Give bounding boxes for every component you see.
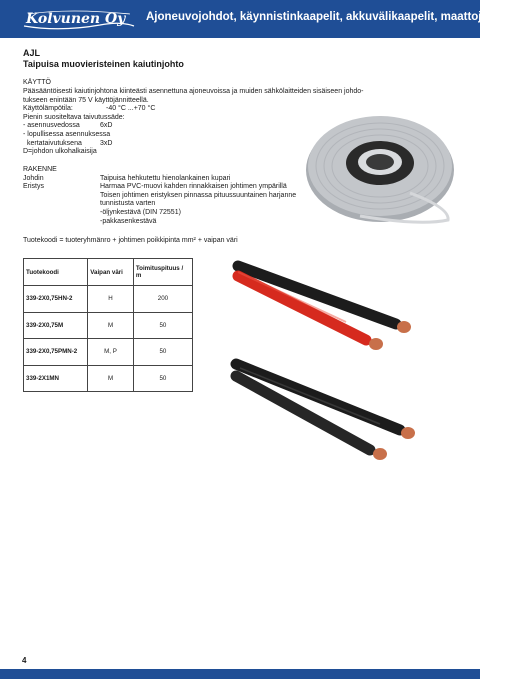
logo-text: Kolvunen Oy <box>26 11 126 27</box>
product-code-note: Tuotekoodi = tuoteryhmänro + johtimen poikkipinta mm² + vaipan väri <box>23 237 238 244</box>
company-logo <box>20 6 138 32</box>
cell-code: 339-2X0,75HN-2 <box>24 286 88 313</box>
table-row <box>24 365 193 392</box>
header-title: Ajoneuvojohdot, käynnistinkaapelit, akkuvälikaapelit, maattojohdot <box>146 11 513 23</box>
product-title: Taipuisa muovieristeinen kaiutinjohto <box>23 59 184 69</box>
insulation-line4: -öljynkestävä (DIN 72551) <box>100 209 181 216</box>
cell-code: 339-2X0,75PMN-2 <box>24 339 88 366</box>
conductor-value: Taipuisa hehkutettu hienolankainen kupari <box>100 174 231 182</box>
single-bend-label: kertataivutuksena <box>27 139 82 147</box>
cell-color: H <box>88 286 134 313</box>
conductor-label: Johdin <box>23 174 44 182</box>
bend-radius-label: Pienin suositeltava taivutussäde: <box>23 113 125 121</box>
cell-length: 50 <box>133 312 192 339</box>
cell-color: M <box>88 312 134 339</box>
col-header-length: Toimituspituus / m <box>133 259 192 286</box>
page-header <box>0 0 513 38</box>
insulation-line1: Harmaa PVC-muovi kahden rinnakkaisen johtimen ympärillä <box>100 183 287 191</box>
cell-code: 339-2X0,75M <box>24 312 88 339</box>
install-pull-value: 6xD <box>100 122 113 130</box>
black-cable-image <box>230 360 430 470</box>
temperature-value: -40 °C ...+70 °C <box>106 105 156 113</box>
cable-spool-image <box>300 108 460 228</box>
install-pull-label: - asennusvedossa <box>23 122 80 130</box>
col-header-code: Tuotekoodi <box>24 259 88 286</box>
cell-code: 339-2X1MN <box>24 365 88 392</box>
table-header-row <box>24 259 193 286</box>
final-install-label: - lopullisessa asennuksessa <box>23 131 111 138</box>
cell-length: 50 <box>133 365 192 392</box>
usage-text-line2: tukseen enintään 75 V käyttöjännitteellä. <box>23 96 149 104</box>
insulation-line2: Toisen johtimen eristyksen pinnassa pituussuuntainen harjanne <box>100 191 297 199</box>
page-footer-bar <box>0 669 480 679</box>
insulation-line3: tunnistusta varten <box>100 200 156 208</box>
insulation-label: Eristys <box>23 183 44 191</box>
single-bend-value: 3xD <box>100 139 113 147</box>
cell-length: 200 <box>133 286 192 313</box>
product-table <box>23 258 193 392</box>
cell-length: 50 <box>133 339 192 366</box>
cell-color: M, P <box>88 339 134 366</box>
table-row <box>24 286 193 313</box>
diameter-note: D=johdon ulkohalkaisija <box>23 148 97 156</box>
table-row <box>24 312 193 339</box>
insulation-line5: -pakkasenkestävä <box>100 217 157 225</box>
col-header-color: Vaipan väri <box>88 259 134 286</box>
cell-color: M <box>88 365 134 392</box>
usage-text-line1: Pääsääntöisesti kaiutinjohtona kiinteästi asennettuna ajoneuvoissa ja muiden sähkölaitteiden sisäiseen johdo- <box>23 88 364 95</box>
section-heading-rakenne: RAKENNE <box>23 166 57 173</box>
table-row <box>24 339 193 366</box>
red-black-cable-image <box>236 262 426 362</box>
section-heading-kaytto: KÄYTTÖ <box>23 79 52 86</box>
page-number: 4 <box>22 656 27 665</box>
temperature-label: Käyttölämpötila: <box>23 105 73 113</box>
product-code: AJL <box>23 48 41 58</box>
